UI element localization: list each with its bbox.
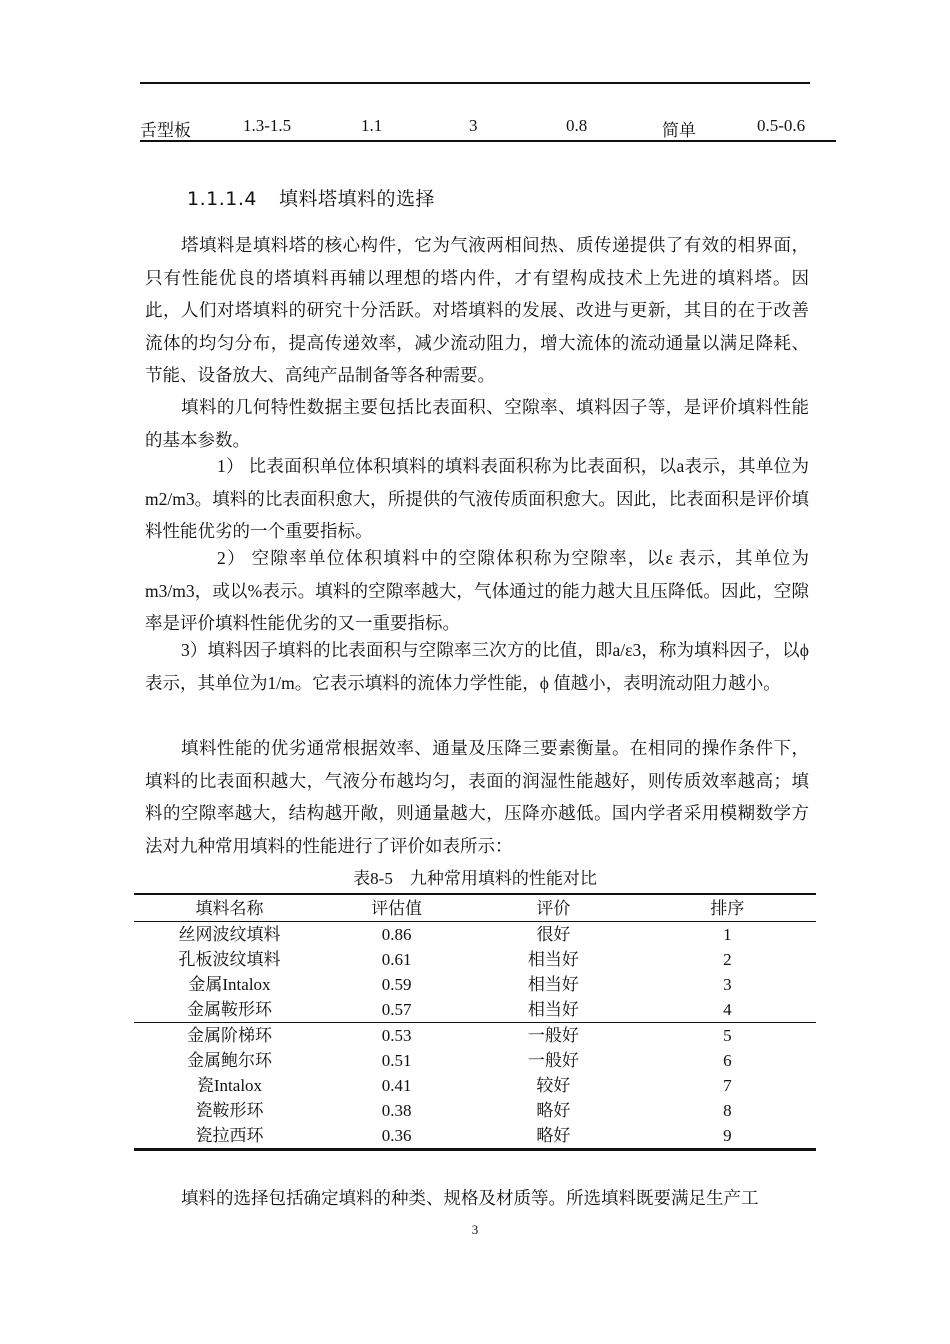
table-cell: 0.86 [381, 925, 412, 944]
paragraph-text: 2） 空隙率单位体积填料中的空隙体积称为空隙率，以ε 表示，其单位为m3/m3，或以%表示。填料的空隙率越大，气体通过的能力越大且压降低。因此，空隙率是评价填料性能优劣的又一重要指标。 [145, 548, 809, 633]
table-cell: 4 [723, 1000, 732, 1019]
table-cell: 金属鲍尔环 [186, 1051, 272, 1070]
paragraph-selection [145, 1182, 809, 1215]
table-cell: 略好 [536, 1126, 571, 1145]
table-cell: 略好 [536, 1101, 571, 1120]
top-table-cell: 0.8 [566, 116, 588, 135]
table-cell: 9 [723, 1126, 732, 1145]
column-header: 填料名称 [134, 894, 325, 922]
table-cell: 8 [723, 1101, 732, 1120]
top-table-cell: 简单 [662, 121, 696, 140]
paragraph-text: 1） 比表面积单位体积填料的填料表面积称为比表面积，以a表示，其单位为m2/m3。填料的比表面积愈大，所提供的气液传质面积愈大。因此，比表面积是评价填料性能优劣的一个重要指标。 [145, 456, 809, 541]
column-header: 评价 [468, 894, 639, 922]
column-header: 排序 [639, 894, 816, 922]
column-header: 评估值 [325, 894, 468, 922]
paragraph-text: 塔填料是填料塔的核心构件，它为气液两相间热、质传递提供了有效的相界面，只有性能优良的塔填料再辅以理想的塔内件，才有望构成技术上先进的填料塔。因此，人们对塔填料的研究十分活跃。对塔填料的发展、改进与更新，其目的在于改善流体的均匀分布，提高传递效率，减少流动阻力，增大流体的流动通量以满足降耗、节能、设备放大、高纯产品制备等各种需要。 [145, 235, 809, 385]
table-row [134, 922, 816, 948]
packing-performance-table [134, 893, 816, 1151]
table-cell: 0.51 [381, 1051, 412, 1070]
table-cell: 0.61 [381, 950, 412, 969]
table-cell: 较好 [536, 1076, 571, 1095]
section-heading [187, 184, 435, 211]
top-table-rule-bottom [140, 140, 836, 142]
table-cell: 5 [639, 1023, 816, 1049]
table-row [134, 1048, 816, 1073]
table-cell: 金属鞍形环 [186, 1000, 272, 1019]
table-cell: 一般好 [468, 1023, 639, 1049]
table-cell: 0.38 [381, 1101, 412, 1120]
paragraph-specific-area [145, 450, 809, 548]
table-cell: 0.53 [325, 1023, 468, 1049]
paragraph-text: 3）填料因子填料的比表面积与空隙率三次方的比值，即a/ε3，称为填料因子，以ϕ 表示，其单位为1/m。它表示填料的流体力学性能，ϕ 值越小，表明流动阻力越小。 [145, 640, 809, 693]
table-cell: 0.36 [381, 1126, 412, 1145]
section-number: 1.1.1.4 [187, 188, 257, 210]
table-cell: 6 [723, 1051, 732, 1070]
table-cell: 7 [723, 1076, 732, 1095]
table-cell: 相当好 [527, 1000, 579, 1019]
paragraph-geometry [145, 391, 809, 456]
paragraph-packing-factor [145, 634, 809, 699]
table-row [134, 972, 816, 997]
paragraph-voidage [145, 542, 809, 640]
top-table-cell: 1.3-1.5 [243, 116, 292, 135]
table-cell: 金属Intalox [188, 975, 271, 994]
table-cell: 3 [723, 975, 732, 994]
top-table-cell: 0.5-0.6 [757, 116, 806, 135]
table-cell: 0.59 [381, 975, 412, 994]
table-row [134, 1098, 816, 1123]
table-row [134, 1123, 816, 1150]
table-cell: 瓷Intalox [196, 1076, 263, 1095]
table-header-row [134, 894, 816, 922]
table-cell: 相当好 [527, 975, 579, 994]
paragraph-text: 填料的几何特性数据主要包括比表面积、空隙率、填料因子等，是评价填料性能的基本参数。 [145, 397, 809, 450]
table-cell: 瓷鞍形环 [195, 1101, 264, 1120]
table-row [134, 1073, 816, 1098]
top-table-cell: 3 [469, 116, 478, 135]
table-cell: 孔板波纹填料 [178, 950, 281, 969]
table-cell: 瓷拉西环 [195, 1126, 264, 1145]
table-cell: 2 [723, 950, 732, 969]
table-cell: 相当好 [527, 950, 579, 969]
paragraph-text: 填料性能的优劣通常根据效率、通量及压降三要素衡量。在相同的操作条件下，填料的比表面积越大，气液分布越均匀，表面的润湿性能越好，则传质效率越高；填料的空隙率越大，结构越开敞，则通量越大，压降亦越低。国内学者采用模糊数学方法对九种常用填料的性能进行了评价如表所示： [145, 738, 809, 856]
table-cell: 0.57 [381, 1000, 412, 1019]
table-caption: 表8-5 九种常用填料的性能对比 [353, 869, 597, 888]
page-number: 3 [471, 1222, 479, 1237]
top-table-cell: 舌型板 [140, 121, 191, 140]
section-title: 填料塔填料的选择 [278, 188, 435, 210]
table-row [134, 947, 816, 972]
table-cell: 0.41 [381, 1076, 412, 1095]
top-table-rule-top [140, 82, 810, 84]
table-cell: 很好 [536, 925, 571, 944]
top-table-cell: 1.1 [361, 116, 383, 135]
table-row [134, 1023, 816, 1049]
table-row [134, 997, 816, 1023]
table-cell: 金属阶梯环 [134, 1023, 325, 1049]
paragraph-intro [145, 229, 809, 392]
table-cell: 1 [723, 925, 732, 944]
paragraph-performance [145, 732, 809, 862]
table-cell: 丝网波纹填料 [178, 925, 281, 944]
table-cell: 一般好 [527, 1051, 579, 1070]
paragraph-text: 填料的选择包括确定填料的种类、规格及材质等。所选填料既要满足生产工 [181, 1188, 759, 1208]
